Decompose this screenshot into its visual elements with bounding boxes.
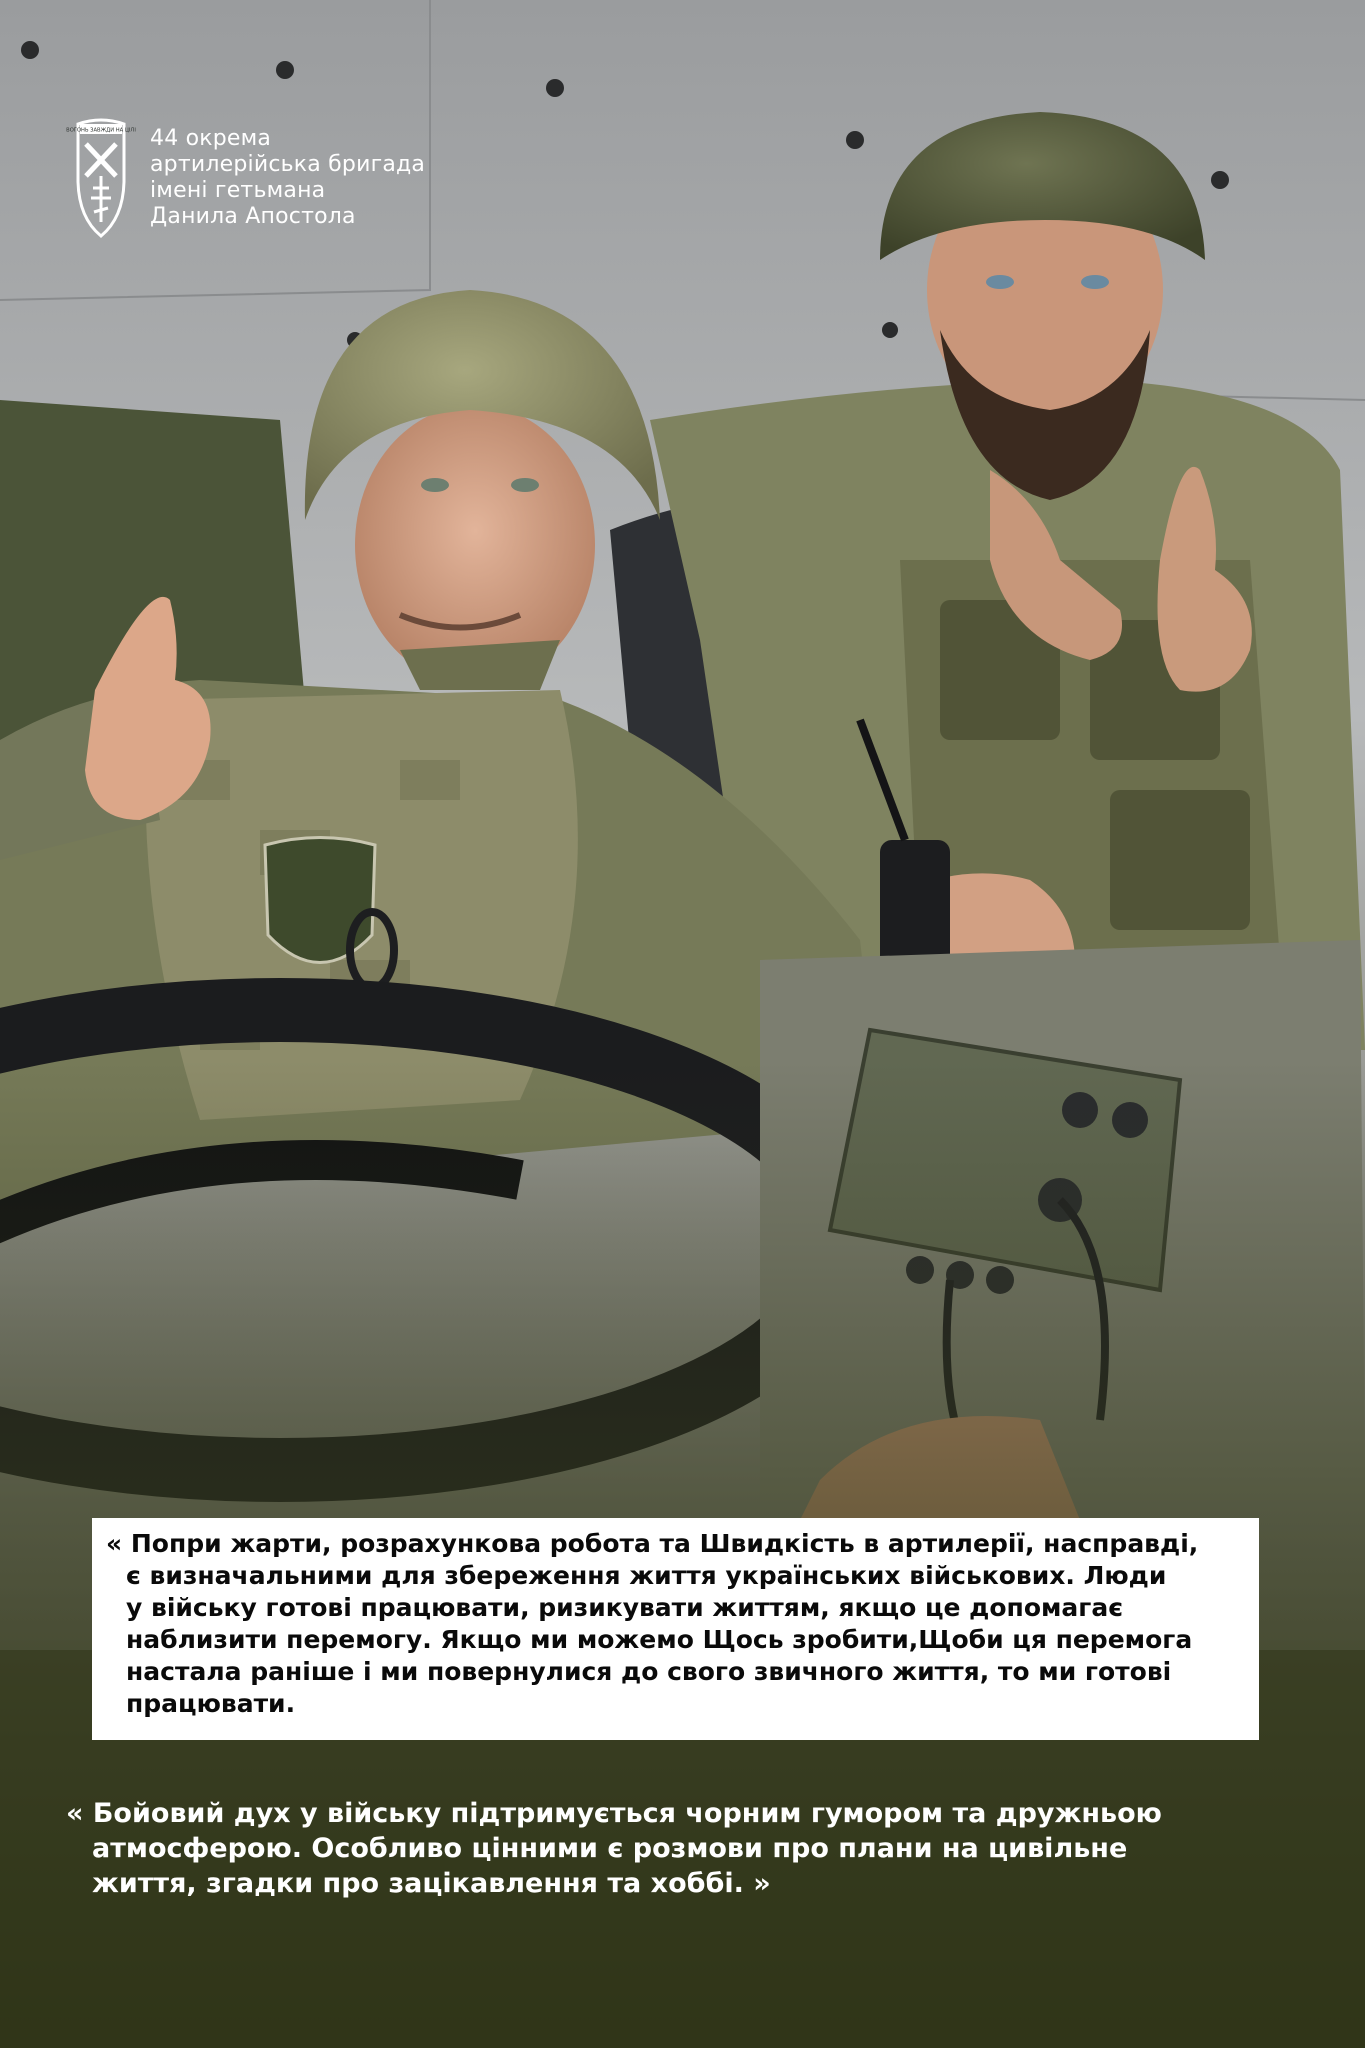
quote-box-line: є визначальними для збереження життя українських військових. Люди — [126, 1561, 1167, 1590]
quote-box-line: працювати. — [126, 1689, 296, 1718]
bottom-quote-line: життя, згадки про зацікавлення та хоббі. » — [92, 1868, 771, 1899]
brigade-name-line: артилерійська бригада — [150, 152, 426, 177]
bottom-quote-line: атмосферою. Особливо цінними є розмови про плани на цивільне — [92, 1833, 1128, 1864]
bottom-quote — [66, 1796, 1326, 1901]
quote-box — [92, 1518, 1259, 1740]
quote-box-line: у війську готові працювати, ризикувати життям, якщо це допомагає — [126, 1593, 1124, 1622]
brigade-name-line: імені гетьмана — [150, 178, 326, 203]
brigade-name — [150, 126, 425, 230]
brigade-brand — [66, 114, 426, 238]
quote-box-line: настала раніше і ми повернулися до свого звичного життя, то ми готові — [126, 1657, 1172, 1686]
brigade-name-line: 44 окрема — [150, 126, 272, 151]
emblem-motto: ВОГОНЬ ЗАВЖДИ НА ЦІЛІ — [66, 127, 136, 134]
bottom-quote-line: « Бойовий дух у війську підтримується чорним гумором та дружньою — [66, 1798, 1162, 1829]
quote-box-line: « Попри жарти, розрахункова робота та Швидкість в артилерії, насправді, — [106, 1529, 1199, 1558]
quote-box-line: наблизити перемогу. Якщо ми можемо Щось зробити,Щоби ця перемога — [126, 1625, 1193, 1654]
brigade-shield-emblem-icon — [66, 114, 136, 238]
brigade-name-line: Данила Апостола — [150, 204, 356, 229]
